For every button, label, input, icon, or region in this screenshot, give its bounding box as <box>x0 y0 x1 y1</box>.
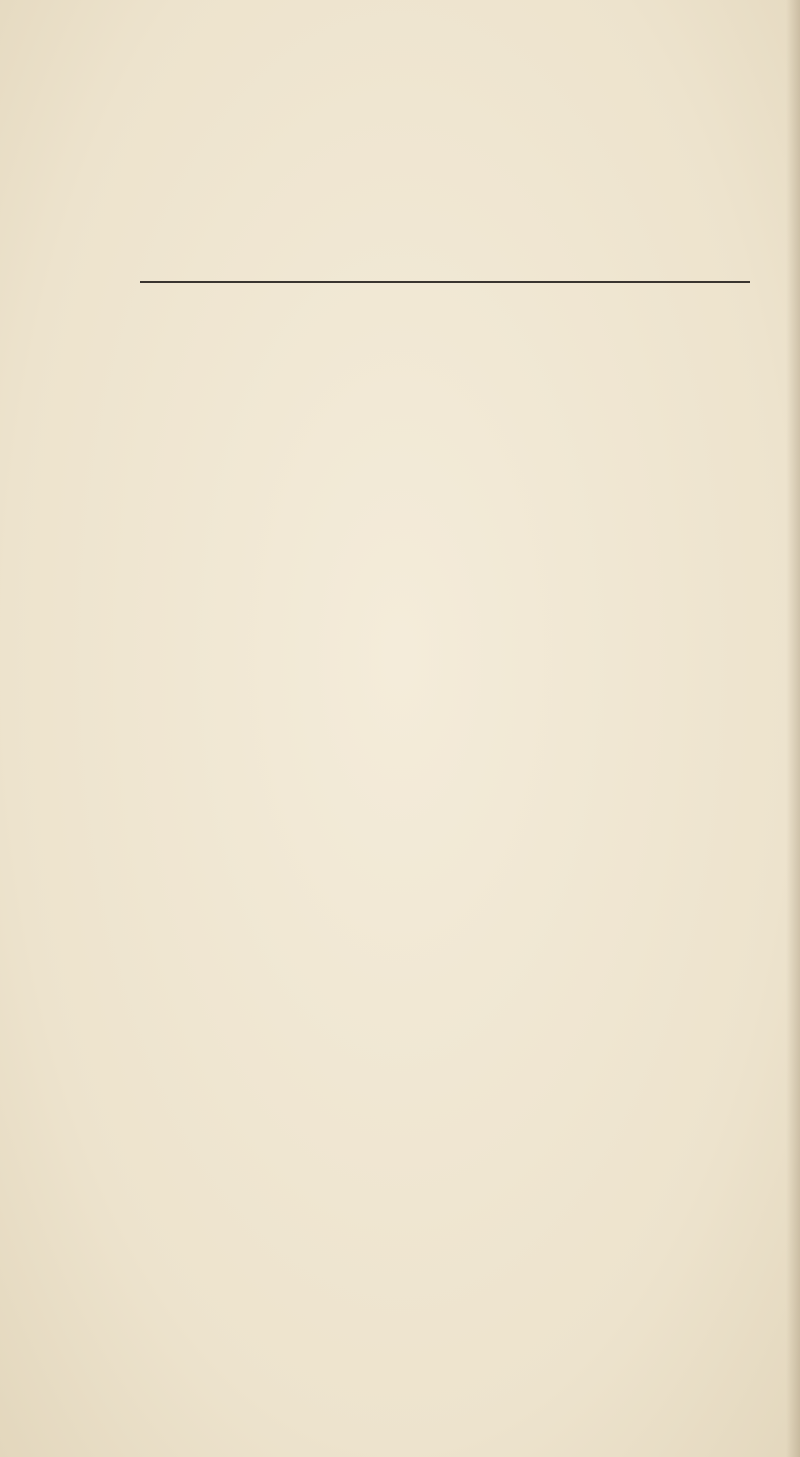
horizontal-rule <box>140 281 750 283</box>
page-header <box>130 112 760 152</box>
